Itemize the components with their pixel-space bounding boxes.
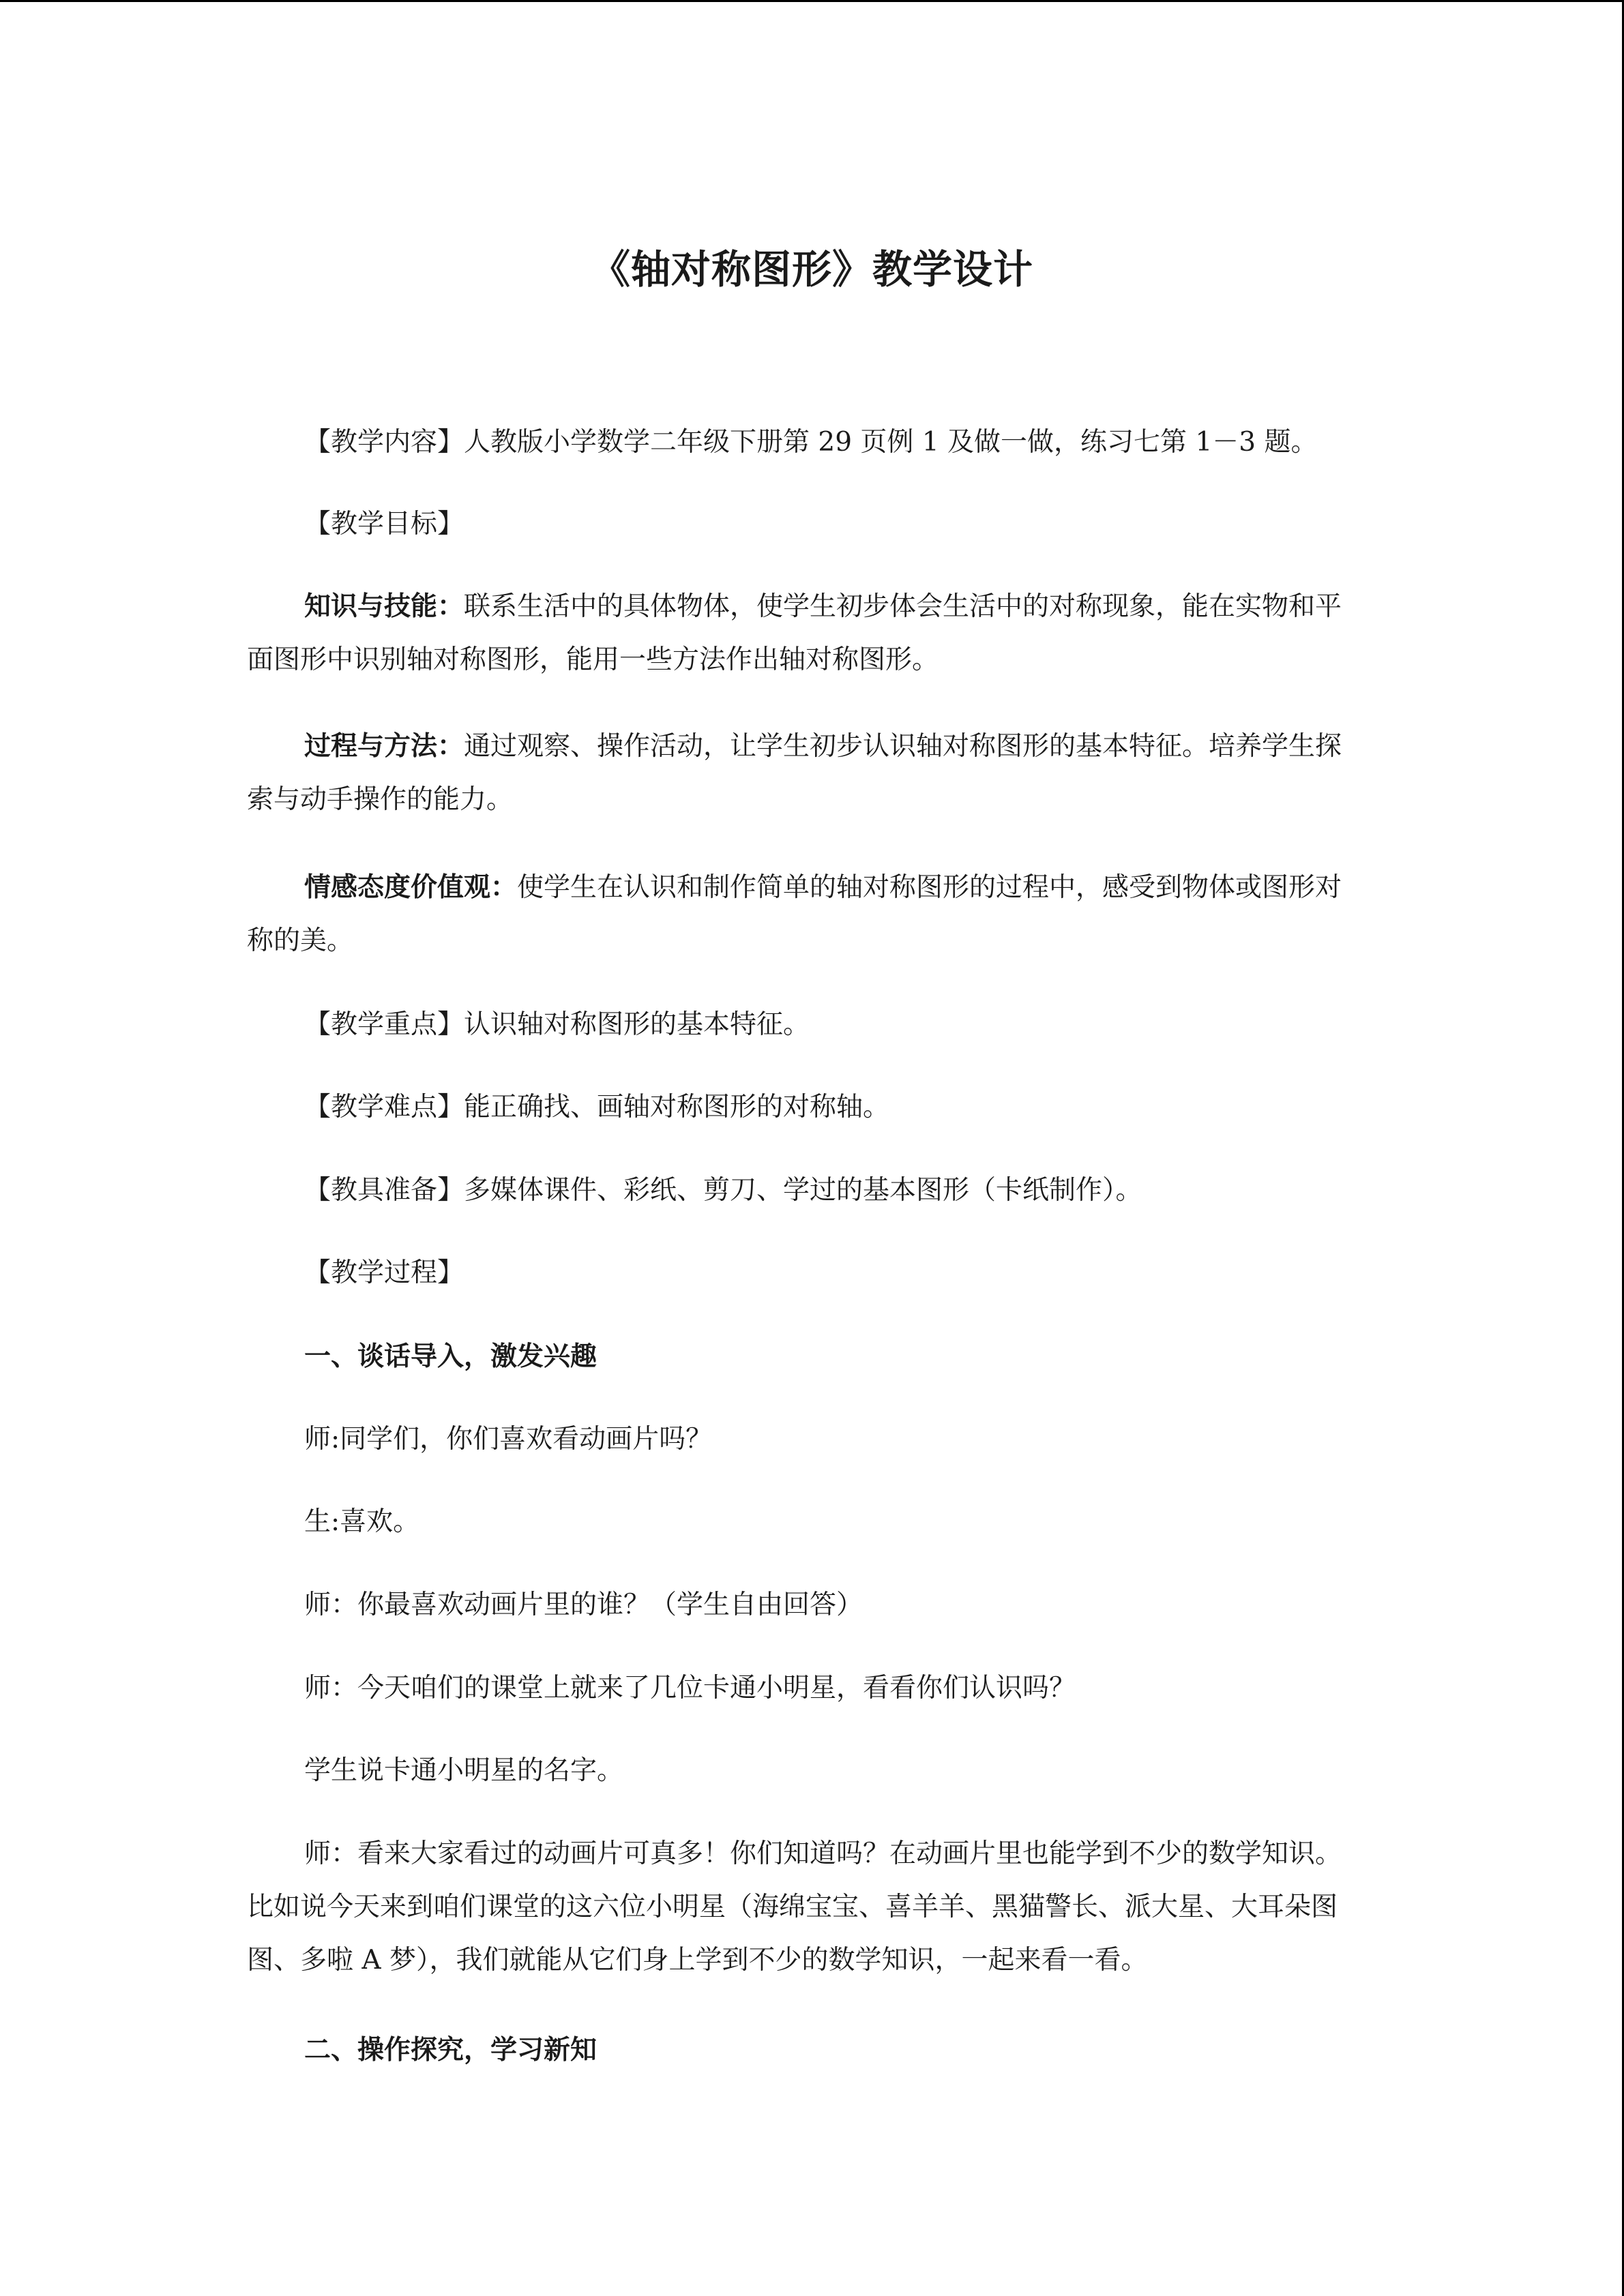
- teaching-content-label: 【教学内容】: [304, 427, 464, 458]
- process-method-label: 过程与方法：: [304, 730, 464, 762]
- key-point-label: 【教学重点】: [304, 1009, 464, 1040]
- process-method: [247, 719, 1365, 826]
- teaching-goals-label: 【教学目标】: [304, 509, 464, 539]
- dialogue-line: 师：你最喜欢动画片里的谁？（学生自由回答）: [304, 1590, 863, 1620]
- dialogue-line: 生:喜欢。: [304, 1506, 420, 1537]
- knowledge-skills-text: 联系生活中的具体物体，使学生初步体会生活中的对称现象，能在实物和平面图形中识别轴对称图形，能用一些方法作出轴对称图形。: [247, 591, 1342, 675]
- teaching-content: [247, 416, 1365, 469]
- knowledge-skills-label: 知识与技能：: [304, 591, 464, 622]
- difficulty-label: 【教学难点】: [304, 1092, 464, 1122]
- dialogue-line: 师：看来大家看过的动画片可真多！你们知道吗？在动画片里也能学到不少的数学知识。比如说今天来到咱们课堂的这六位小明星（海绵宝宝、喜羊羊、黑猫警长、派大星、大耳朵图图、多啦 A 梦），我们就能从它们身上学到不少的数学知识，一起来看一看。: [247, 1838, 1342, 1976]
- section-2-heading: 二、操作探究，学习新知: [304, 2034, 597, 2066]
- key-point: [247, 998, 1365, 1052]
- materials-text: 多媒体课件、彩纸、剪刀、学过的基本图形（卡纸制作）。: [464, 1175, 1142, 1206]
- document-title: 《轴对称图形》教学设计: [590, 246, 1033, 293]
- emotion-values-label: 情感态度价值观：: [304, 871, 518, 903]
- difficulty-text: 能正确找、画轴对称图形的对称轴。: [464, 1092, 890, 1122]
- dialogue-line: 学生说卡通小明星的名字。: [304, 1755, 624, 1786]
- key-point-text: 认识轴对称图形的基本特征。: [464, 1009, 810, 1040]
- difficulty: [247, 1081, 1365, 1134]
- materials-label: 【教具准备】: [304, 1175, 464, 1206]
- page-top-border: [0, 0, 1624, 2]
- dialogue-line: 师：今天咱们的课堂上就来了几位卡通小明星，看看你们认识吗？: [304, 1673, 1076, 1703]
- materials: [247, 1164, 1365, 1217]
- section-1-heading: 一、谈话导入，激发兴趣: [304, 1341, 597, 1372]
- teaching-procedure-label: 【教学过程】: [304, 1257, 464, 1288]
- teaching-content-text: 人教版小学数学二年级下册第 29 页例 1 及做一做，练习七第 1－3 题。: [464, 427, 1318, 458]
- process-method-text: 通过观察、操作活动，让学生初步认识轴对称图形的基本特征。培养学生探索与动手操作的能力。: [247, 731, 1342, 815]
- knowledge-skills: [247, 580, 1365, 687]
- dialogue-line: 师:同学们，你们喜欢看动画片吗？: [304, 1424, 713, 1455]
- emotion-values: [247, 861, 1365, 968]
- emotion-values-text: 使学生在认识和制作简单的轴对称图形的过程中，感受到物体或图形对称的美。: [247, 872, 1342, 956]
